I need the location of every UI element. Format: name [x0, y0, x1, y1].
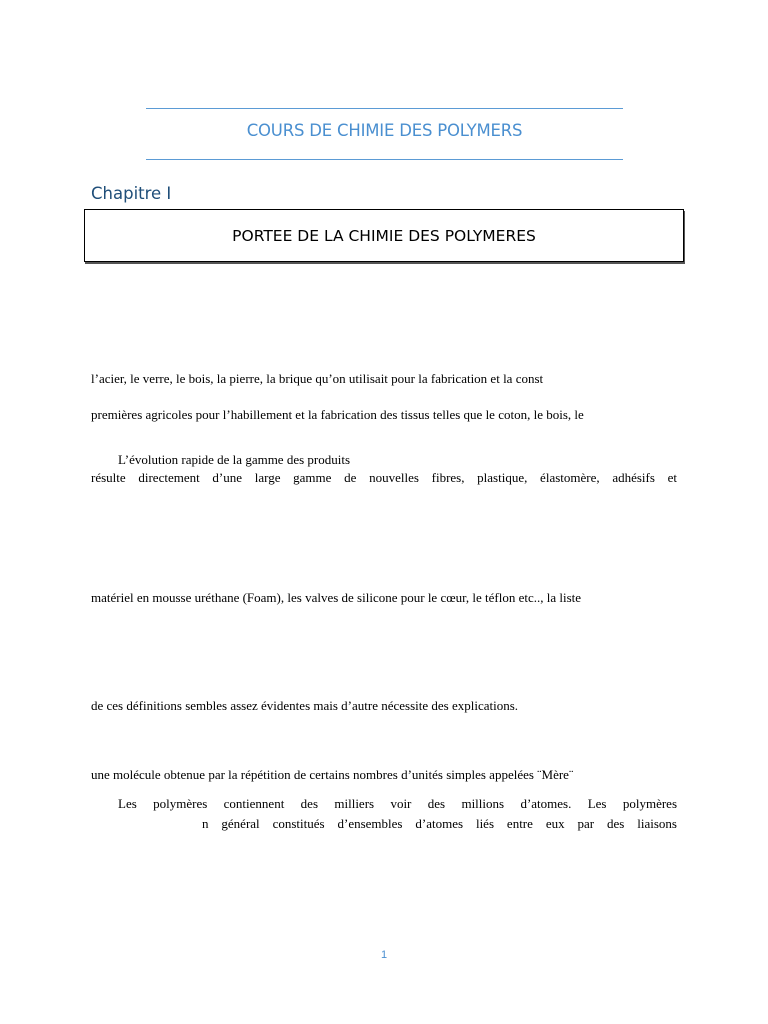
- body-line-6: de ces définitions sembles assez évidentes mais d’autre nécessite des explications.: [91, 698, 519, 713]
- title-rule-bottom: [146, 159, 623, 160]
- document-title: COURS DE CHIMIE DES POLYMERS: [246, 121, 523, 140]
- body-line-8: Les polymères contiennent des milliers voir des millions d’atomes. Les polymères: [118, 796, 677, 811]
- body-line-5: matériel en mousse uréthane (Foam), les valves de silicone pour le cœur, le téflon etc.., la liste: [91, 590, 582, 605]
- body-line-7: une molécule obtenue par la répétition de certains nombres d’unités simples appelées ¨Mère¨: [91, 767, 574, 782]
- chapter-title: PORTEE DE LA CHIMIE DES POLYMERES: [232, 226, 536, 245]
- body-line-3: L’évolution rapide de la gamme des produits: [118, 452, 351, 467]
- chapter-heading: Chapitre I: [91, 184, 172, 203]
- title-rule-top: [146, 108, 623, 109]
- page-number: 1: [380, 949, 388, 961]
- body-line-9: n général constitués d’ensembles d’atomes liés entre eux par des liaisons: [202, 816, 677, 831]
- chapter-title-box: [84, 209, 684, 262]
- body-line-2: premières agricoles pour l’habillement et la fabrication des tissus telles que le coton, le bois, le: [91, 407, 584, 422]
- body-line-1: l’acier, le verre, le bois, la pierre, la brique qu’on utilisait pour la fabrication et la const: [91, 371, 544, 386]
- body-line-4: résulte directement d’une large gamme de nouvelles fibres, plastique, élastomère, adhésifs et: [91, 470, 677, 485]
